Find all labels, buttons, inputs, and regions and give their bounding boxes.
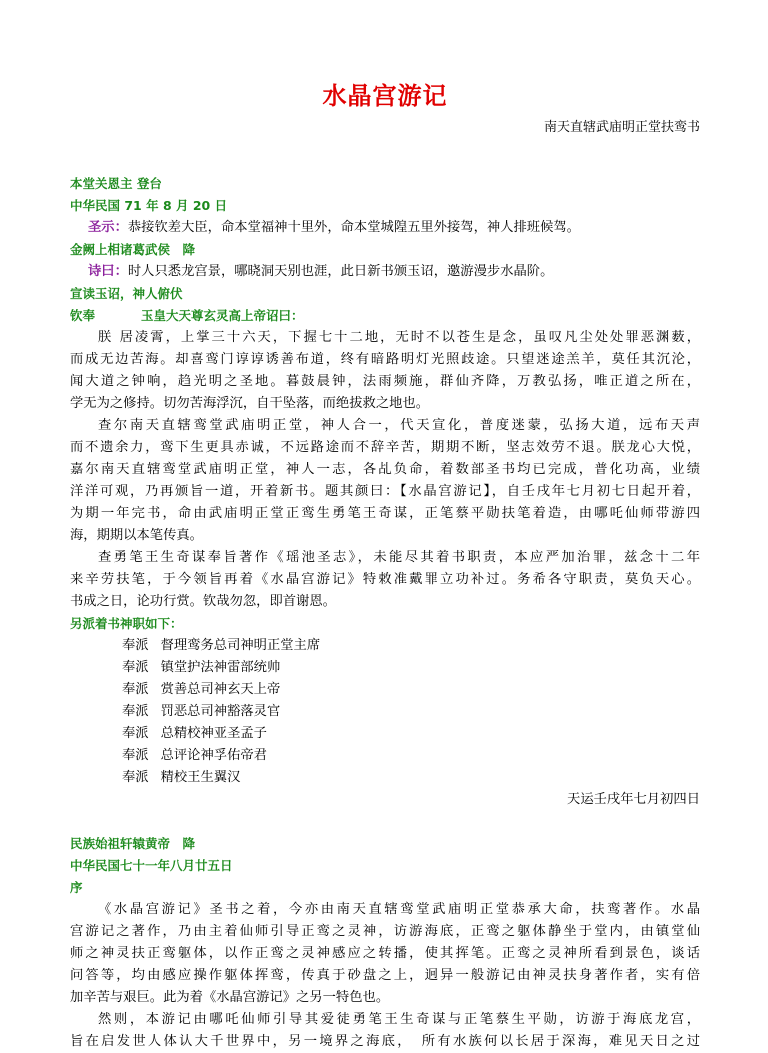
edict-qinfeng: 钦奉 <box>70 308 96 323</box>
assignment-list <box>70 635 700 789</box>
assignment-item <box>70 635 700 657</box>
assignment-text: 镇堂护法神雷部统帅 <box>160 660 281 675</box>
paragraph-line: 查尔南天直辖鸾堂武庙明正堂，神人合一，代天宣化，普度迷蒙，弘扬大道，远布天声 <box>98 418 700 433</box>
paragraph-line: 学无为之修持。切勿苦海浮沉，自干坠落，而绝拔救之地也。 <box>70 396 430 411</box>
paragraph-line: 宫游记之著作，乃由主着仙师引导正鸾之灵神，访游海底，正鸾之躯体静坐于堂内，由镇堂仙 <box>70 924 700 939</box>
paragraph-line: 朕 居凌霄，上掌三十六天，下握七十二地，无时不以苍生是念，虽叹凡尘处处罪恶渊薮， <box>98 330 700 345</box>
poem-label: 诗曰： <box>88 264 128 279</box>
edict-heading <box>70 305 700 327</box>
section-spacer <box>70 811 700 833</box>
assignment-item <box>70 679 700 701</box>
heading-edict-reading: 宣读玉诏，神人俯伏 <box>70 286 183 301</box>
poem-text: 时人只悉龙宫景，哪晓洞天别也涯，此日新书颁玉诏，邀游漫步水晶阶。 <box>127 264 554 279</box>
paragraph-line: 《水晶宫游记》圣书之着，今亦由南天直辖鸾堂武庙明正堂恭承大命，扶鸾著作。水晶 <box>98 902 700 917</box>
paragraph-line: 闻大道之钟响，趋光明之圣地。暮鼓晨钟，法雨频施，群仙齐降，万教弘扬，唯正道之所在， <box>70 374 700 389</box>
assignment-text: 总精校神亚圣孟子 <box>160 726 267 741</box>
assignment-label: 奉派 <box>122 704 149 719</box>
assignment-text: 督理鸾务总司神明正堂主席 <box>160 638 321 653</box>
preface-paragraph-1 <box>70 899 700 1009</box>
assignment-label: 奉派 <box>122 660 149 675</box>
edict-date: 天运壬戌年七月初四日 <box>567 792 700 807</box>
poem-line <box>70 261 700 283</box>
edict-paragraph-2 <box>70 415 700 547</box>
assignment-label: 奉派 <box>122 748 149 763</box>
shengshi-line <box>70 217 700 239</box>
paragraph-line: 师之神灵扶正鸾躯体，以作正鸾之灵神感应之转播，使其挥笔。正鸾之灵神所看到景色，谈话 <box>70 946 700 961</box>
paragraph-line: 洋洋可观，乃再颁旨一道，开着新书。题其颜曰：【水晶宫游记】，自壬戌年七月初七日起开着， <box>70 484 700 499</box>
heading-zhuge-arrival: 金阙上相诸葛武侯 降 <box>70 242 196 257</box>
assignment-item <box>70 745 700 767</box>
paragraph-line: 为期一年完书，命由武庙明正堂正鸾生勇笔王奇谋，正笔蔡平勋扶笔着造，由哪吒仙师带游四 <box>70 506 700 521</box>
assignment-text: 精校王生翼汉 <box>160 770 241 785</box>
paragraph-line: 加辛苦与艰巨。此为着《水晶宫游记》之另一特色也。 <box>70 990 390 1005</box>
assignment-item <box>70 723 700 745</box>
paragraph-line: 嘉尔南天直辖鸾堂武庙明正堂，神人一志，各乩负命，着数部圣书均已完成，普化功高，业绩 <box>70 462 700 477</box>
paragraph-line: 查勇笔王生奇谋奉旨著作《瑶池圣志》，未能尽其着书职责，本应严加治罪，兹念十二年 <box>98 550 700 565</box>
assignment-label: 奉派 <box>122 682 149 697</box>
heading-assignments: 另派着书神职如下： <box>70 616 183 631</box>
assignment-label: 奉派 <box>122 726 149 741</box>
heading-deity-arrival: 本堂关恩主 登台 <box>70 176 162 191</box>
paragraph-line: 问答等，均由感应操作躯体挥鸾，传真于砂盘之上，迥异一般游记由神灵扶身著作者，实有倍 <box>70 968 700 983</box>
paragraph-line: 书成之日，论功行赏。钦哉勿忽，即首谢恩。 <box>70 594 336 609</box>
edict-title: 玉皇大天尊玄灵高上帝诏曰： <box>141 308 304 323</box>
assignment-text: 赏善总司神玄天上帝 <box>160 682 281 697</box>
document-subtitle: 南天直辖武庙明正堂扶鸾书 <box>543 120 700 135</box>
paragraph-line: 来辛劳扶笔，于今领旨再着《水晶宫游记》特敕准戴罪立功补过。务希各守职责，莫负天心。 <box>70 572 700 587</box>
assignment-item <box>70 657 700 679</box>
heading-preface: 序 <box>70 880 83 895</box>
paragraph-line: 海，期期以本笔传真。 <box>70 528 203 543</box>
shengshi-label: 圣示： <box>88 220 128 235</box>
paragraph-line: 而不遗余力，鸾下生更具赤诚，不远路途而不辞辛苦，期期不断，坚志效劳不退。朕龙心大悦， <box>70 440 700 455</box>
paragraph-line: 而成无边苦海。却喜鸾门谆谆诱善布道，终有暗路明灯光照歧途。只望迷途羔羊，莫任其沉沦， <box>70 352 700 367</box>
assignment-item <box>70 767 700 789</box>
preface-paragraph-2 <box>70 1009 700 1053</box>
assignment-label: 奉派 <box>122 638 149 653</box>
paragraph-line: 然则，本游记由哪吒仙师引导其爱徒勇笔王生奇谋与正笔蔡生平勋，访游于海底龙宫， <box>98 1012 700 1027</box>
edict-paragraph-1 <box>70 327 700 415</box>
heading-huangdi-arrival: 民族始祖轩辕黄帝 降 <box>70 836 196 851</box>
paragraph-line: 旨在启发世人体认大千世界中，另一境界之海底， 所有水族何以长居于深海，难见天日之过 <box>70 1034 700 1049</box>
document-body <box>70 173 700 1053</box>
shengshi-text: 恭接钦差大臣，命本堂福神十里外，命本堂城隍五里外接驾，神人排班候驾。 <box>127 220 580 235</box>
assignment-text: 罚恶总司神豁落灵官 <box>160 704 281 719</box>
assignment-item <box>70 701 700 723</box>
assignment-text: 总评论神孚佑帝君 <box>160 748 267 763</box>
assignment-label: 奉派 <box>122 770 149 785</box>
edict-paragraph-3 <box>70 547 700 613</box>
heading-date-2: 中华民国七十一年八月廿五日 <box>70 858 233 873</box>
heading-date: 中华民国 71 年 8 月 20 日 <box>70 198 228 213</box>
document-title: 水晶宫游记 <box>322 81 448 110</box>
